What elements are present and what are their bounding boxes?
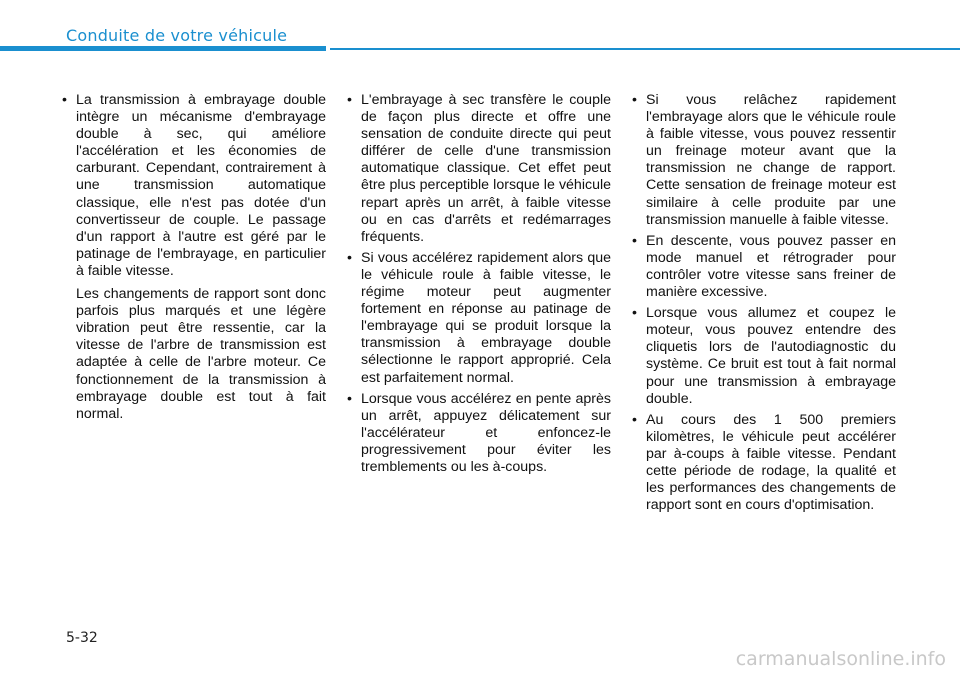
bullet-item: • Si vous relâchez rapidement l'embrayage alors que le véhicule roule à faible vitesse, vous pouvez ressentir un freinage moteur avant que la transmission ne change de rapport. Cette sensation de freinage moteur est similaire à celle produite par une transmission manuelle à faible vitesse.: [632, 92, 896, 229]
section-title: Conduite de votre véhicule: [66, 26, 288, 45]
text-column-3: [632, 92, 896, 518]
text-column-1: [62, 92, 326, 427]
page-number: 5-32: [66, 630, 98, 646]
paragraph: Les changements de rapport sont donc parfois plus marqués et une légère vibration peut être ressentie, car la vitesse de l'arbre de transmission est adaptée à celle de l'arbre moteur. Ce fonctionnement de la transmission à embrayage double est tout à fait normal.: [76, 286, 326, 422]
bullet-item: • En descente, vous pouvez passer en mode manuel et rétrograder pour contrôler votre vitesse sans freiner de manière excessive.: [632, 233, 896, 301]
watermark: carmanualsonline.info: [735, 648, 946, 670]
bullet-item: • Si vous accélérez rapidement alors que le véhicule roule à faible vitesse, le régime moteur peut augmenter fortement en réponse au patinage de l'embrayage qui se produit lorsque la transmission à embrayage double sélectionne le rapport approprié. Cela est parfaitement normal.: [347, 250, 611, 387]
bullet-item: • Lorsque vous accélérez en pente après un arrêt, appuyez délicatement sur l'accélérateur et enfoncez-le progressivement pour éviter les tremblements ou les à-coups.: [347, 391, 611, 476]
bullet-item: • Lorsque vous allumez et coupez le moteur, vous pouvez entendre des cliquetis lors de l'autodiagnostic du système. Ce bruit est tout à fait normal pour une transmission à embrayage double.: [632, 305, 896, 408]
bullet-item: • Au cours des 1 500 premiers kilomètres, le véhicule peut accélérer par à-coups à faible vitesse. Pendant cette période de rodage, la qualité et les performances des changements de rapport sont en cours d'optimisation.: [632, 412, 896, 515]
header-rule-thick: [0, 46, 326, 51]
header-rule-thin: [330, 48, 960, 50]
bullet-item: • L'embrayage à sec transfère le couple de façon plus directe et offre une sensation de conduite directe qui peut différer de celle d'une transmission automatique classique. Cet effet peut être plus perceptible lorsque le véhicule repart après un arrêt, à faible vitesse ou en cas d'arrêts et redémarrages fréquents.: [347, 92, 611, 246]
text-column-2: [347, 92, 611, 480]
bullet-item: • La transmission à embrayage double intègre un mécanisme d'embrayage double à sec, qui améliore l'accélération et les économies de carburant. Cependant, contrairement à une transmission automatique classique, elle n'est pas dotée d'un convertisseur de couple. Le passage d'un rapport à l'autre est géré par le patinage de l'embrayage, en particulier à faible vitesse.: [62, 92, 326, 280]
